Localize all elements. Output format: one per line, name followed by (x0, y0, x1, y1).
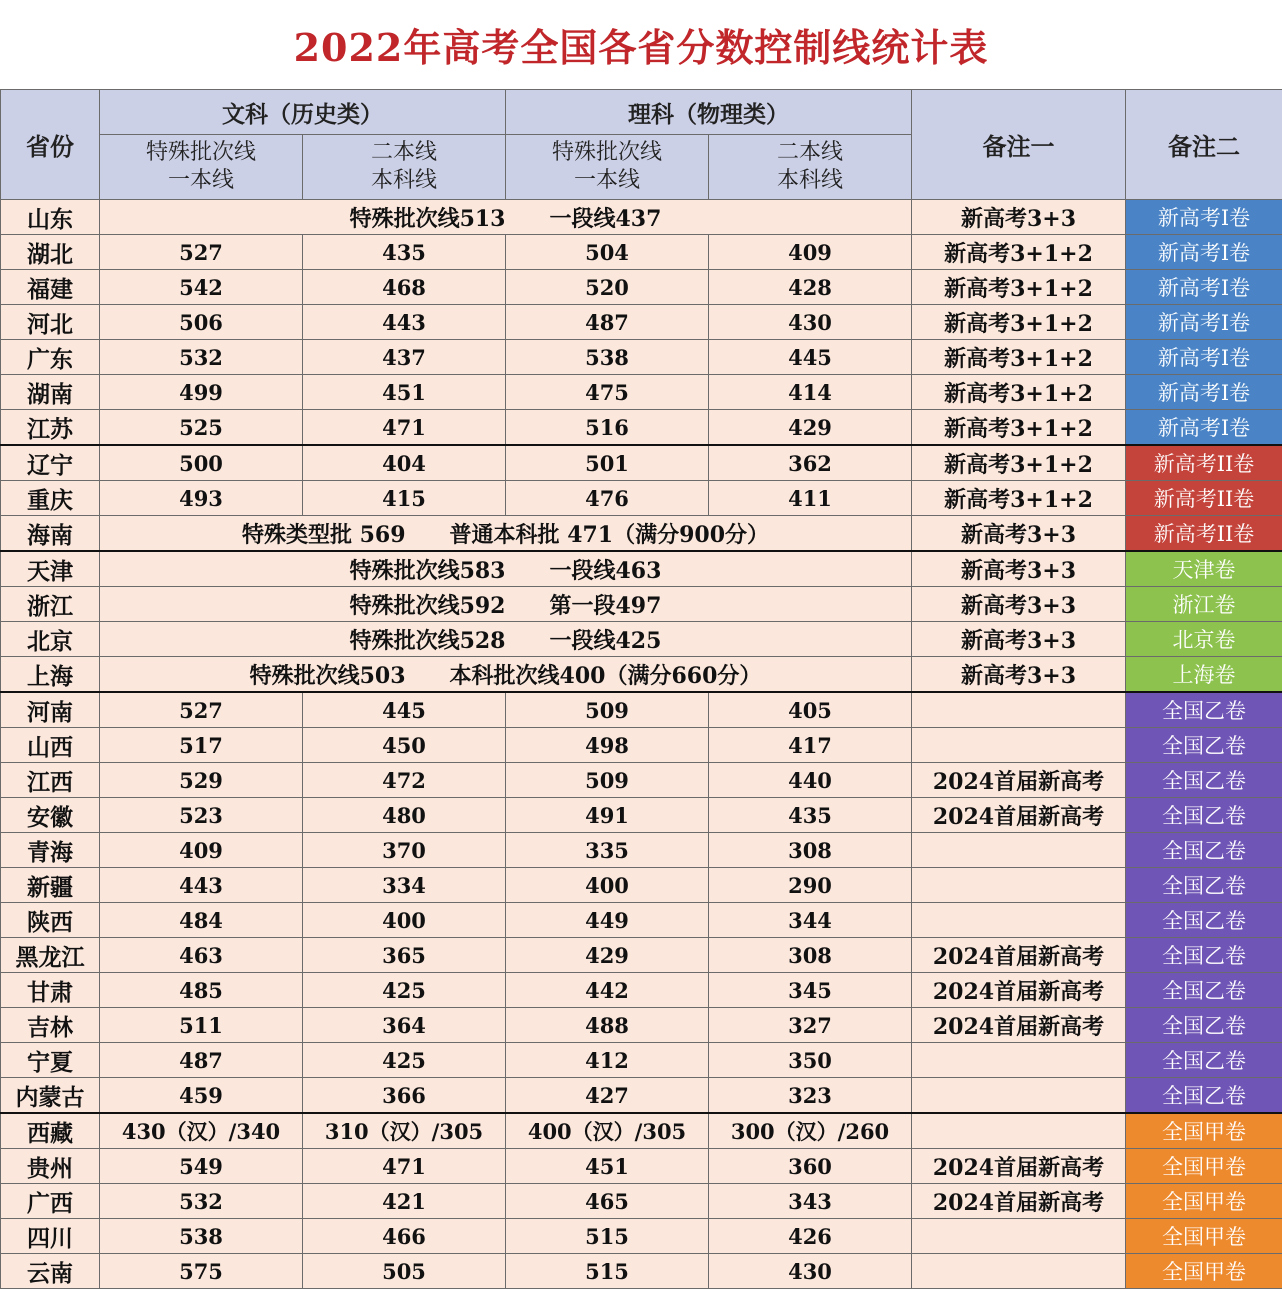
arts-special-line: 517 (100, 728, 303, 763)
table-row (1, 1254, 1282, 1289)
arts-second-line: 505 (303, 1254, 506, 1289)
arts-second-line: 415 (303, 481, 506, 516)
arts-second-line: 400 (303, 903, 506, 938)
province-cell: 湖北 (1, 235, 100, 270)
paper-type-badge: 新高考I卷 (1126, 305, 1282, 340)
arts-special-line: 493 (100, 481, 303, 516)
arts-second-line: 370 (303, 833, 506, 868)
paper-type-badge: 全国甲卷 (1126, 1184, 1282, 1219)
science-special-line: 501 (506, 445, 709, 481)
province-cell: 四川 (1, 1219, 100, 1254)
note1-cell: 新高考3+1+2 (912, 340, 1126, 375)
table-row (1, 305, 1282, 340)
arts-special-line: 527 (100, 235, 303, 270)
table-row (1, 270, 1282, 305)
paper-type-badge: 全国甲卷 (1126, 1113, 1282, 1149)
table-row (1, 1184, 1282, 1219)
province-cell: 广东 (1, 340, 100, 375)
score-table (0, 89, 1282, 1289)
header-sub-line1: 特殊批次线 (145, 140, 256, 165)
note1-cell: 2024首届新高考 (912, 1149, 1126, 1184)
arts-second-line: 445 (303, 692, 506, 728)
science-second-line: 414 (709, 375, 912, 410)
science-special-line: 498 (506, 728, 709, 763)
paper-type-badge: 全国乙卷 (1126, 763, 1282, 798)
note1-cell (912, 1078, 1126, 1114)
note1-cell: 新高考3+1+2 (912, 270, 1126, 305)
arts-special-line: 409 (100, 833, 303, 868)
science-second-line: 327 (709, 1008, 912, 1043)
table-row (1, 587, 1282, 622)
science-special-line: 400 (506, 868, 709, 903)
note1-cell (912, 1254, 1126, 1289)
header-sub-cell (303, 135, 506, 200)
arts-special-line: 532 (100, 1184, 303, 1219)
province-cell: 河北 (1, 305, 100, 340)
page-title: 2022年高考全国各省分数控制线统计表 (293, 25, 989, 70)
science-second-line: 429 (709, 410, 912, 446)
note1-cell: 2024首届新高考 (912, 1184, 1126, 1219)
table-row (1, 1219, 1282, 1254)
paper-type-badge: 全国乙卷 (1126, 1078, 1282, 1114)
paper-type-badge: 全国乙卷 (1126, 868, 1282, 903)
science-special-line: 451 (506, 1149, 709, 1184)
table-row (1, 445, 1282, 481)
paper-type-badge: 浙江卷 (1126, 587, 1282, 622)
note1-cell: 新高考3+1+2 (912, 410, 1126, 446)
province-cell: 北京 (1, 622, 100, 657)
note1-cell: 2024首届新高考 (912, 1008, 1126, 1043)
arts-special-line: 463 (100, 938, 303, 973)
merged-score-cell: 特殊批次线503 本科批次线400（满分660分） (100, 657, 912, 693)
table-row (1, 938, 1282, 973)
arts-second-line: 365 (303, 938, 506, 973)
table-row (1, 516, 1282, 552)
arts-special-line: 484 (100, 903, 303, 938)
science-special-line: 488 (506, 1008, 709, 1043)
science-second-line: 360 (709, 1149, 912, 1184)
province-cell: 安徽 (1, 798, 100, 833)
merged-score-cell: 特殊批次线528 一段线425 (100, 622, 912, 657)
paper-type-badge: 全国乙卷 (1126, 1043, 1282, 1078)
arts-special-line: 487 (100, 1043, 303, 1078)
arts-second-line: 435 (303, 235, 506, 270)
province-cell: 重庆 (1, 481, 100, 516)
arts-special-line: 575 (100, 1254, 303, 1289)
science-special-line: 504 (506, 235, 709, 270)
arts-special-line: 506 (100, 305, 303, 340)
science-second-line: 300（汉）/260 (709, 1113, 912, 1149)
arts-special-line: 542 (100, 270, 303, 305)
province-cell: 西藏 (1, 1113, 100, 1149)
note1-cell: 2024首届新高考 (912, 798, 1126, 833)
arts-second-line: 364 (303, 1008, 506, 1043)
arts-special-line: 525 (100, 410, 303, 446)
arts-special-line: 430（汉）/340 (100, 1113, 303, 1149)
header-sub-line1: 二本线 (776, 140, 843, 165)
header-province: 省份 (1, 90, 100, 200)
science-second-line: 345 (709, 973, 912, 1008)
science-special-line: 487 (506, 305, 709, 340)
science-second-line: 426 (709, 1219, 912, 1254)
province-cell: 山东 (1, 200, 100, 235)
science-second-line: 430 (709, 305, 912, 340)
paper-type-badge: 北京卷 (1126, 622, 1282, 657)
arts-second-line: 425 (303, 973, 506, 1008)
arts-special-line: 549 (100, 1149, 303, 1184)
paper-type-badge: 全国乙卷 (1126, 973, 1282, 1008)
province-cell: 陕西 (1, 903, 100, 938)
province-cell: 海南 (1, 516, 100, 552)
paper-type-badge: 全国乙卷 (1126, 728, 1282, 763)
table-row (1, 833, 1282, 868)
merged-score-cell: 特殊类型批 569 普通本科批 471（满分900分） (100, 516, 912, 552)
header-science: 理科（物理类） (506, 90, 912, 135)
table-row (1, 200, 1282, 235)
paper-type-badge: 新高考I卷 (1126, 235, 1282, 270)
arts-second-line: 451 (303, 375, 506, 410)
header-sub-line1: 二本线 (370, 140, 437, 165)
arts-special-line: 443 (100, 868, 303, 903)
science-second-line: 362 (709, 445, 912, 481)
province-cell: 甘肃 (1, 973, 100, 1008)
science-special-line: 509 (506, 692, 709, 728)
table-row (1, 622, 1282, 657)
arts-special-line: 485 (100, 973, 303, 1008)
note1-cell (912, 1043, 1126, 1078)
header-liberal-arts: 文科（历史类） (100, 90, 506, 135)
arts-second-line: 404 (303, 445, 506, 481)
province-cell: 浙江 (1, 587, 100, 622)
science-second-line: 435 (709, 798, 912, 833)
note1-cell: 2024首届新高考 (912, 763, 1126, 798)
paper-type-badge: 新高考II卷 (1126, 481, 1282, 516)
header-note1: 备注一 (912, 90, 1126, 200)
header-note2: 备注二 (1126, 90, 1282, 200)
arts-second-line: 471 (303, 410, 506, 446)
province-cell: 天津 (1, 551, 100, 587)
province-cell: 上海 (1, 657, 100, 693)
note1-cell: 新高考3+1+2 (912, 375, 1126, 410)
paper-type-badge: 全国乙卷 (1126, 1008, 1282, 1043)
province-cell: 贵州 (1, 1149, 100, 1184)
paper-type-badge: 全国乙卷 (1126, 938, 1282, 973)
note1-cell (912, 903, 1126, 938)
science-second-line: 308 (709, 938, 912, 973)
science-second-line: 323 (709, 1078, 912, 1114)
paper-type-badge: 新高考I卷 (1126, 270, 1282, 305)
note1-cell: 新高考3+3 (912, 657, 1126, 693)
paper-type-badge: 天津卷 (1126, 551, 1282, 587)
science-special-line: 516 (506, 410, 709, 446)
note1-cell (912, 868, 1126, 903)
arts-second-line: 443 (303, 305, 506, 340)
arts-second-line: 450 (303, 728, 506, 763)
header-sub-cell (100, 135, 303, 200)
arts-second-line: 466 (303, 1219, 506, 1254)
table-row (1, 410, 1282, 446)
note1-cell: 新高考3+3 (912, 587, 1126, 622)
paper-type-badge: 全国甲卷 (1126, 1219, 1282, 1254)
science-second-line: 405 (709, 692, 912, 728)
table-row (1, 1043, 1282, 1078)
science-second-line: 344 (709, 903, 912, 938)
paper-type-badge: 全国甲卷 (1126, 1149, 1282, 1184)
table-header (1, 90, 1282, 200)
paper-type-badge: 新高考II卷 (1126, 445, 1282, 481)
table-row (1, 235, 1282, 270)
note1-cell (912, 728, 1126, 763)
paper-type-badge: 全国乙卷 (1126, 833, 1282, 868)
arts-special-line: 527 (100, 692, 303, 728)
arts-second-line: 366 (303, 1078, 506, 1114)
table-body (1, 200, 1282, 1289)
science-second-line: 290 (709, 868, 912, 903)
paper-type-badge: 新高考I卷 (1126, 200, 1282, 235)
table-row (1, 1149, 1282, 1184)
table-row (1, 481, 1282, 516)
science-special-line: 491 (506, 798, 709, 833)
table-row (1, 763, 1282, 798)
science-second-line: 430 (709, 1254, 912, 1289)
science-special-line: 538 (506, 340, 709, 375)
note1-cell: 新高考3+1+2 (912, 445, 1126, 481)
header-sub-line1: 特殊批次线 (551, 140, 662, 165)
note1-cell: 2024首届新高考 (912, 973, 1126, 1008)
province-cell: 福建 (1, 270, 100, 305)
note1-cell: 新高考3+3 (912, 551, 1126, 587)
science-special-line: 412 (506, 1043, 709, 1078)
province-cell: 宁夏 (1, 1043, 100, 1078)
arts-second-line: 472 (303, 763, 506, 798)
province-cell: 云南 (1, 1254, 100, 1289)
paper-type-badge: 新高考I卷 (1126, 340, 1282, 375)
arts-special-line: 523 (100, 798, 303, 833)
paper-type-badge: 全国甲卷 (1126, 1254, 1282, 1289)
science-second-line: 440 (709, 763, 912, 798)
table-row (1, 1078, 1282, 1114)
header-sub-line2: 本科线 (776, 168, 843, 193)
arts-special-line: 499 (100, 375, 303, 410)
science-special-line: 476 (506, 481, 709, 516)
science-second-line: 445 (709, 340, 912, 375)
table-row (1, 692, 1282, 728)
paper-type-badge: 全国乙卷 (1126, 798, 1282, 833)
table-row (1, 973, 1282, 1008)
note1-cell (912, 1219, 1126, 1254)
science-second-line: 417 (709, 728, 912, 763)
header-sub-cell (709, 135, 912, 200)
arts-second-line: 480 (303, 798, 506, 833)
note1-cell: 新高考3+1+2 (912, 305, 1126, 340)
header-sub-cell (506, 135, 709, 200)
paper-type-badge: 新高考I卷 (1126, 375, 1282, 410)
science-second-line: 411 (709, 481, 912, 516)
science-second-line: 350 (709, 1043, 912, 1078)
science-special-line: 400（汉）/305 (506, 1113, 709, 1149)
science-special-line: 429 (506, 938, 709, 973)
table-row (1, 1008, 1282, 1043)
table-row (1, 868, 1282, 903)
header-sub-line2: 一本线 (573, 168, 640, 193)
province-cell: 湖南 (1, 375, 100, 410)
science-second-line: 343 (709, 1184, 912, 1219)
header-sub-line2: 本科线 (370, 168, 437, 193)
merged-score-cell: 特殊批次线583 一段线463 (100, 551, 912, 587)
science-second-line: 308 (709, 833, 912, 868)
note1-cell: 新高考3+3 (912, 200, 1126, 235)
science-special-line: 465 (506, 1184, 709, 1219)
arts-second-line: 437 (303, 340, 506, 375)
science-special-line: 427 (506, 1078, 709, 1114)
paper-type-badge: 上海卷 (1126, 657, 1282, 693)
note1-cell (912, 692, 1126, 728)
paper-type-badge: 新高考I卷 (1126, 410, 1282, 446)
science-special-line: 475 (506, 375, 709, 410)
table-row (1, 340, 1282, 375)
arts-special-line: 500 (100, 445, 303, 481)
province-cell: 广西 (1, 1184, 100, 1219)
arts-special-line: 511 (100, 1008, 303, 1043)
arts-second-line: 310（汉）/305 (303, 1113, 506, 1149)
science-special-line: 520 (506, 270, 709, 305)
province-cell: 新疆 (1, 868, 100, 903)
province-cell: 内蒙古 (1, 1078, 100, 1114)
science-second-line: 409 (709, 235, 912, 270)
province-cell: 辽宁 (1, 445, 100, 481)
science-special-line: 442 (506, 973, 709, 1008)
paper-type-badge: 新高考II卷 (1126, 516, 1282, 552)
science-special-line: 449 (506, 903, 709, 938)
province-cell: 山西 (1, 728, 100, 763)
table-row (1, 728, 1282, 763)
merged-score-cell: 特殊批次线592 第一段497 (100, 587, 912, 622)
table-row (1, 375, 1282, 410)
note1-cell: 新高考3+3 (912, 516, 1126, 552)
province-cell: 江苏 (1, 410, 100, 446)
note1-cell (912, 1113, 1126, 1149)
science-special-line: 515 (506, 1219, 709, 1254)
science-second-line: 428 (709, 270, 912, 305)
table-row (1, 798, 1282, 833)
paper-type-badge: 全国乙卷 (1126, 903, 1282, 938)
merged-score-cell: 特殊批次线513 一段线437 (100, 200, 912, 235)
table-row (1, 657, 1282, 693)
arts-special-line: 529 (100, 763, 303, 798)
arts-second-line: 425 (303, 1043, 506, 1078)
note1-cell: 新高考3+1+2 (912, 235, 1126, 270)
science-special-line: 515 (506, 1254, 709, 1289)
note1-cell: 2024首届新高考 (912, 938, 1126, 973)
arts-second-line: 334 (303, 868, 506, 903)
province-cell: 河南 (1, 692, 100, 728)
province-cell: 黑龙江 (1, 938, 100, 973)
science-special-line: 335 (506, 833, 709, 868)
table-row (1, 1113, 1282, 1149)
science-special-line: 509 (506, 763, 709, 798)
table-row (1, 903, 1282, 938)
province-cell: 青海 (1, 833, 100, 868)
arts-special-line: 532 (100, 340, 303, 375)
header-sub-line2: 一本线 (167, 168, 234, 193)
arts-second-line: 421 (303, 1184, 506, 1219)
arts-second-line: 468 (303, 270, 506, 305)
paper-type-badge: 全国乙卷 (1126, 692, 1282, 728)
province-cell: 吉林 (1, 1008, 100, 1043)
arts-special-line: 459 (100, 1078, 303, 1114)
arts-second-line: 471 (303, 1149, 506, 1184)
note1-cell: 新高考3+3 (912, 622, 1126, 657)
table-row (1, 551, 1282, 587)
note1-cell: 新高考3+1+2 (912, 481, 1126, 516)
province-cell: 江西 (1, 763, 100, 798)
arts-special-line: 538 (100, 1219, 303, 1254)
note1-cell (912, 833, 1126, 868)
